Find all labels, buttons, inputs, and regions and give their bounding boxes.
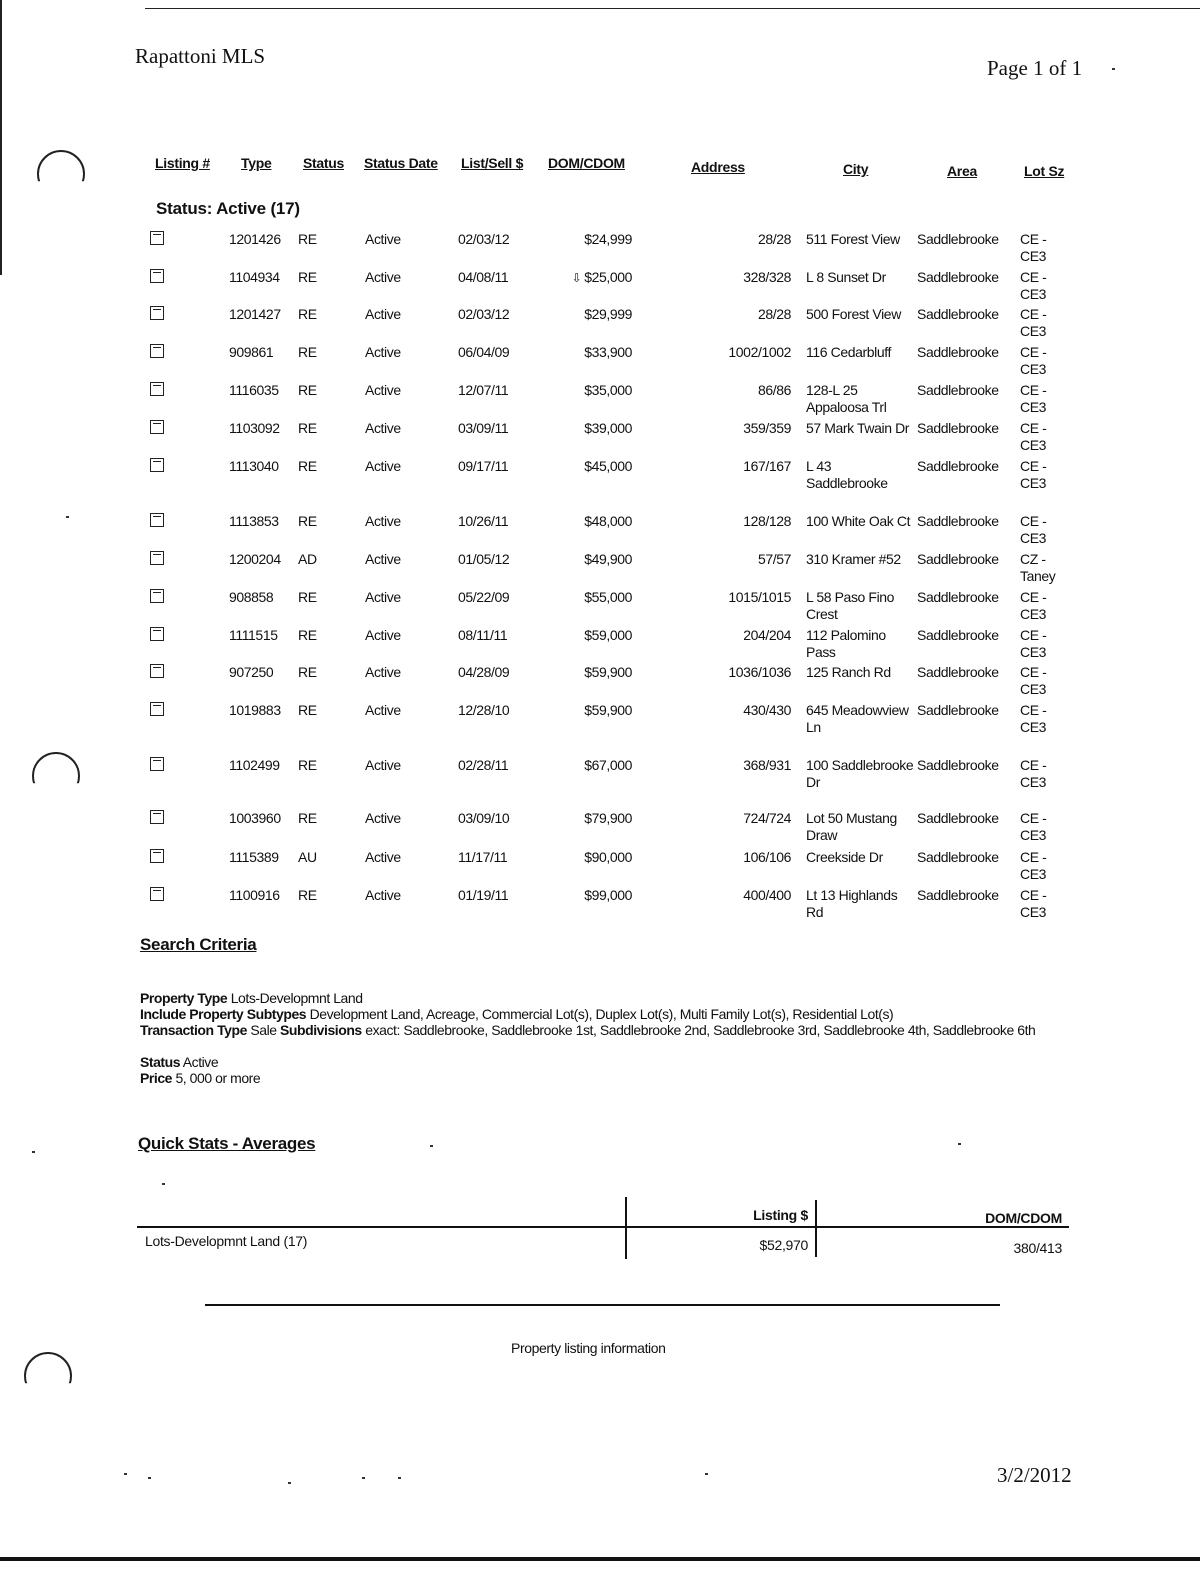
scan-speck bbox=[66, 516, 69, 518]
listing-number[interactable]: 908858 bbox=[229, 589, 274, 605]
stats-col-listing: Listing $ bbox=[753, 1207, 808, 1223]
listing-status: Active bbox=[365, 231, 401, 247]
area: Saddlebrooke bbox=[917, 810, 999, 826]
listing-status: Active bbox=[365, 269, 401, 285]
status-date: 06/04/09 bbox=[458, 344, 510, 360]
row-select-checkbox[interactable] bbox=[150, 231, 164, 245]
status-date: 10/26/11 bbox=[458, 513, 509, 529]
transaction-value: Sale bbox=[250, 1022, 277, 1038]
address: 100 Saddlebrooke Dr bbox=[806, 757, 914, 790]
listing-status: Active bbox=[365, 344, 401, 360]
listing-type: RE bbox=[298, 513, 317, 529]
dom-cdom: 57/57 bbox=[757, 551, 791, 567]
dom-cdom: 28/28 bbox=[757, 306, 791, 322]
area: Saddlebrooke bbox=[917, 458, 999, 474]
scan-edge-top bbox=[145, 8, 1200, 9]
scan-speck bbox=[1112, 68, 1115, 70]
dom-cdom: 128/128 bbox=[743, 513, 791, 529]
row-select-checkbox[interactable] bbox=[150, 306, 164, 320]
address: Lot 50 Mustang Draw bbox=[806, 810, 897, 843]
address: Creekside Dr bbox=[806, 849, 883, 865]
address: 112 Palomino Pass bbox=[806, 627, 886, 660]
address: 645 Meadowview Ln bbox=[806, 702, 909, 735]
listing-type: RE bbox=[298, 306, 317, 322]
row-select-checkbox[interactable] bbox=[150, 887, 164, 901]
dom-cdom: 400/400 bbox=[743, 887, 791, 903]
scan-speck bbox=[362, 1477, 365, 1479]
area: Saddlebrooke bbox=[917, 231, 999, 247]
row-select-checkbox[interactable] bbox=[150, 589, 164, 603]
list-price: $90,000 bbox=[584, 849, 632, 865]
transaction-label: Transaction Type bbox=[140, 1022, 247, 1038]
stats-col-dom: DOM/CDOM bbox=[985, 1210, 1062, 1226]
status-line bbox=[140, 1054, 1055, 1070]
scan-speck bbox=[958, 1143, 961, 1145]
lot-size: CE - CE3 bbox=[1020, 757, 1047, 790]
scan-speck bbox=[148, 1477, 151, 1479]
dom-cdom: 86/86 bbox=[757, 382, 791, 398]
status-date: 11/17/11 bbox=[458, 849, 508, 865]
col-header-dom[interactable]: DOM/CDOM bbox=[548, 155, 625, 171]
list-price: $55,000 bbox=[584, 589, 632, 605]
property-type-line bbox=[140, 990, 1055, 1006]
spacer bbox=[140, 1038, 1055, 1054]
status-date: 02/28/11 bbox=[458, 757, 509, 773]
list-price: $29,999 bbox=[584, 306, 632, 322]
search-criteria-title: Search Criteria bbox=[140, 935, 257, 954]
row-select-checkbox[interactable] bbox=[150, 382, 164, 396]
row-select-checkbox[interactable] bbox=[150, 627, 164, 641]
footer-date: 3/2/2012 bbox=[997, 1463, 1072, 1487]
listing-type: RE bbox=[298, 420, 317, 436]
listing-status: Active bbox=[365, 810, 401, 826]
scan-speck bbox=[32, 1151, 35, 1153]
col-header-city[interactable]: City bbox=[843, 161, 869, 177]
listing-number[interactable]: 1111515 bbox=[229, 627, 278, 643]
quick-stats-title: Quick Stats - Averages bbox=[138, 1134, 316, 1153]
dom-cdom: 328/328 bbox=[743, 269, 791, 285]
stats-row-listing: $52,970 bbox=[759, 1237, 808, 1253]
listing-type: RE bbox=[298, 627, 317, 643]
listing-type: RE bbox=[298, 382, 317, 398]
col-header-status-date[interactable]: Status Date bbox=[364, 155, 438, 171]
listing-type: RE bbox=[298, 231, 317, 247]
address: L 8 Sunset Dr bbox=[806, 269, 886, 285]
address: 128-L 25 Appaloosa Trl bbox=[806, 382, 887, 415]
area: Saddlebrooke bbox=[917, 887, 999, 903]
address: 116 Cedarbluff bbox=[806, 344, 891, 360]
listing-number[interactable]: 1104934 bbox=[229, 269, 280, 285]
listing-type: RE bbox=[298, 702, 317, 718]
row-select-checkbox[interactable] bbox=[150, 849, 164, 863]
lot-size: CE - CE3 bbox=[1020, 702, 1047, 735]
row-select-checkbox[interactable] bbox=[150, 344, 164, 358]
listing-number[interactable]: 1103092 bbox=[229, 420, 280, 436]
listing-status: Active bbox=[365, 849, 401, 865]
list-price: $79,900 bbox=[584, 810, 632, 826]
price-down-arrow-icon: ⇩ bbox=[571, 271, 585, 285]
subdivisions-label: Subdivisions bbox=[280, 1022, 362, 1038]
punch-hole-top bbox=[37, 150, 85, 198]
scan-speck bbox=[124, 1473, 127, 1475]
listing-status: Active bbox=[365, 420, 401, 436]
status-date: 12/07/11 bbox=[458, 382, 509, 398]
area: Saddlebrooke bbox=[917, 664, 999, 680]
listing-number[interactable]: 909861 bbox=[229, 344, 274, 360]
row-select-checkbox[interactable] bbox=[150, 420, 164, 434]
lot-size: CE - CE3 bbox=[1020, 513, 1047, 546]
listing-status: Active bbox=[365, 458, 401, 474]
status-date: 03/09/10 bbox=[458, 810, 510, 826]
listing-number[interactable]: 1200204 bbox=[229, 551, 281, 567]
lot-size: CE - CE3 bbox=[1020, 344, 1047, 377]
lot-size: CE - CE3 bbox=[1020, 627, 1047, 660]
lot-size: CZ - Taney bbox=[1020, 551, 1056, 584]
status-group-label: Status: Active (17) bbox=[156, 199, 300, 218]
lot-size: CE - CE3 bbox=[1020, 810, 1047, 843]
listing-status: Active bbox=[365, 306, 401, 322]
status-date: 01/19/11 bbox=[458, 887, 509, 903]
listing-type: AD bbox=[298, 551, 317, 567]
lot-size: CE - CE3 bbox=[1020, 269, 1047, 302]
lot-size: CE - CE3 bbox=[1020, 382, 1047, 415]
area: Saddlebrooke bbox=[917, 702, 999, 718]
area: Saddlebrooke bbox=[917, 344, 999, 360]
row-select-checkbox[interactable] bbox=[150, 810, 164, 824]
list-price: $48,000 bbox=[584, 513, 632, 529]
lot-size: CE - CE3 bbox=[1020, 306, 1047, 339]
scan-edge-left bbox=[0, 0, 2, 275]
scan-speck bbox=[162, 1183, 165, 1185]
listing-status: Active bbox=[365, 664, 401, 680]
area: Saddlebrooke bbox=[917, 627, 999, 643]
area: Saddlebrooke bbox=[917, 849, 999, 865]
area: Saddlebrooke bbox=[917, 513, 999, 529]
footer-rule bbox=[205, 1304, 1000, 1306]
status-date: 09/17/11 bbox=[458, 458, 509, 474]
list-price: $49,900 bbox=[584, 551, 632, 567]
row-select-checkbox[interactable] bbox=[150, 269, 164, 283]
listing-number[interactable]: 1113040 bbox=[229, 458, 279, 474]
listing-number[interactable]: 1019883 bbox=[229, 702, 281, 718]
document-title: Rapattoni MLS bbox=[135, 44, 266, 68]
status-date: 05/22/09 bbox=[458, 589, 510, 605]
list-price: $67,000 bbox=[584, 757, 632, 773]
address: 57 Mark Twain Dr bbox=[806, 420, 910, 436]
listing-type: RE bbox=[298, 887, 317, 903]
area: Saddlebrooke bbox=[917, 306, 999, 322]
row-select-checkbox[interactable] bbox=[150, 702, 164, 716]
list-price: $24,999 bbox=[584, 231, 632, 247]
stats-row-dom: 380/413 bbox=[1013, 1240, 1062, 1256]
listing-type: RE bbox=[298, 269, 317, 285]
property-type-label: Property Type bbox=[140, 990, 228, 1006]
dom-cdom: 430/430 bbox=[743, 702, 791, 718]
status-date: 12/28/10 bbox=[458, 702, 510, 718]
area: Saddlebrooke bbox=[917, 589, 999, 605]
address: 125 Ranch Rd bbox=[806, 664, 891, 680]
status-date: 02/03/12 bbox=[458, 231, 510, 247]
status-value: Active bbox=[182, 1054, 219, 1070]
row-select-checkbox[interactable] bbox=[150, 757, 164, 771]
subdivisions-value: exact: Saddlebrooke, Saddlebrooke 1st, Saddlebrooke 2nd, Saddlebrooke 3rd, Saddlebrooke 4th, Saddlebrooke 6th bbox=[365, 1022, 1036, 1038]
address: 310 Kramer #52 bbox=[806, 551, 901, 567]
list-price: $99,000 bbox=[584, 887, 632, 903]
lot-size: CE - CE3 bbox=[1020, 589, 1047, 622]
status-date: 03/09/11 bbox=[458, 420, 509, 436]
punch-hole-middle bbox=[32, 752, 80, 800]
address: 100 White Oak Ct bbox=[806, 513, 911, 529]
stats-table-divider bbox=[625, 1197, 627, 1259]
list-price bbox=[540, 269, 632, 287]
scan-edge-bottom bbox=[0, 1557, 1200, 1561]
scan-speck bbox=[288, 1482, 291, 1484]
listing-number[interactable]: 1115389 bbox=[229, 849, 279, 865]
listing-type: AU bbox=[298, 849, 317, 865]
footer-text: Property listing information bbox=[511, 1340, 666, 1356]
list-price: $59,900 bbox=[584, 664, 632, 680]
listing-status: Active bbox=[365, 757, 401, 773]
scan-speck bbox=[398, 1477, 401, 1479]
col-header-price[interactable]: List/Sell $ bbox=[461, 155, 524, 171]
area: Saddlebrooke bbox=[917, 382, 999, 398]
stats-row-label: Lots-Developmnt Land (17) bbox=[145, 1233, 308, 1249]
listing-number[interactable]: 1100916 bbox=[229, 887, 280, 903]
list-price: $35,000 bbox=[584, 382, 632, 398]
punch-hole-bottom bbox=[24, 1352, 72, 1400]
listing-number[interactable]: 1201427 bbox=[229, 306, 281, 322]
lot-size: CE - CE3 bbox=[1020, 664, 1047, 697]
col-header-lot-size[interactable]: Lot Sz bbox=[1024, 163, 1065, 179]
row-select-checkbox[interactable] bbox=[150, 551, 164, 565]
area: Saddlebrooke bbox=[917, 551, 999, 567]
property-type-value: Lots-Developmnt Land bbox=[230, 990, 363, 1006]
listing-number[interactable]: 1003960 bbox=[229, 810, 281, 826]
listing-type: RE bbox=[298, 757, 317, 773]
subtypes-label: Include Property Subtypes bbox=[140, 1006, 307, 1022]
status-date: 04/28/09 bbox=[458, 664, 510, 680]
lot-size: CE - CE3 bbox=[1020, 458, 1047, 491]
dom-cdom: 359/359 bbox=[743, 420, 791, 436]
listing-status: Active bbox=[365, 627, 401, 643]
area: Saddlebrooke bbox=[917, 269, 999, 285]
listing-type: RE bbox=[298, 664, 317, 680]
dom-cdom: 204/204 bbox=[743, 627, 791, 643]
col-header-status[interactable]: Status bbox=[303, 155, 344, 171]
listing-status: Active bbox=[365, 551, 401, 567]
status-label: Status bbox=[140, 1054, 181, 1070]
listing-status: Active bbox=[365, 887, 401, 903]
lot-size: CE - CE3 bbox=[1020, 231, 1047, 264]
listing-number[interactable]: 907250 bbox=[229, 664, 274, 680]
listing-number[interactable]: 1116035 bbox=[229, 382, 279, 398]
col-header-listing[interactable]: Listing # bbox=[155, 155, 210, 171]
page-number: Page 1 of 1 bbox=[987, 56, 1083, 80]
listing-status: Active bbox=[365, 702, 401, 718]
scan-speck bbox=[705, 1473, 708, 1475]
price-label: Price bbox=[140, 1070, 172, 1086]
listing-type: RE bbox=[298, 458, 317, 474]
listing-number[interactable]: 1113853 bbox=[229, 513, 279, 529]
lot-size: CE - CE3 bbox=[1020, 420, 1047, 453]
stats-table-rule bbox=[137, 1226, 1069, 1228]
search-criteria-details bbox=[140, 990, 1055, 1086]
dom-cdom: 167/167 bbox=[743, 458, 791, 474]
dom-cdom: 1002/1002 bbox=[728, 344, 791, 360]
status-date: 08/11/11 bbox=[458, 627, 508, 643]
list-price: $59,000 bbox=[584, 627, 632, 643]
col-header-type[interactable]: Type bbox=[241, 155, 272, 171]
transaction-line bbox=[140, 1022, 1055, 1038]
lot-size: CE - CE3 bbox=[1020, 849, 1047, 882]
listing-type: RE bbox=[298, 344, 317, 360]
listing-type: RE bbox=[298, 810, 317, 826]
scan-speck bbox=[430, 1145, 433, 1147]
status-date: 01/05/12 bbox=[458, 551, 510, 567]
listing-number[interactable]: 1102499 bbox=[229, 757, 280, 773]
list-price: $45,000 bbox=[584, 458, 632, 474]
dom-cdom: 1036/1036 bbox=[728, 664, 791, 680]
subtypes-line bbox=[140, 1006, 1055, 1022]
address: L 43 Saddlebrooke bbox=[806, 458, 888, 491]
row-select-checkbox[interactable] bbox=[150, 513, 164, 527]
address: 511 Forest View bbox=[806, 231, 900, 247]
area: Saddlebrooke bbox=[917, 757, 999, 773]
subtypes-value: Development Land, Acreage, Commercial Lot(s), Duplex Lot(s), Multi Family Lot(s), Residential Lot(s) bbox=[309, 1006, 894, 1022]
status-date: 04/08/11 bbox=[458, 269, 509, 285]
dom-cdom: 28/28 bbox=[757, 231, 791, 247]
dom-cdom: 724/724 bbox=[743, 810, 791, 826]
lot-size: CE - CE3 bbox=[1020, 887, 1047, 920]
dom-cdom: 368/931 bbox=[743, 757, 791, 773]
list-price: $33,900 bbox=[584, 344, 632, 360]
dom-cdom: 106/106 bbox=[743, 849, 791, 865]
dom-cdom: 1015/1015 bbox=[728, 589, 791, 605]
status-date: 02/03/12 bbox=[458, 306, 510, 322]
list-price: $59,900 bbox=[584, 702, 632, 718]
listing-type: RE bbox=[298, 589, 317, 605]
address: Lt 13 Highlands Rd bbox=[806, 887, 898, 920]
row-select-checkbox[interactable] bbox=[150, 664, 164, 678]
list-price: $39,000 bbox=[584, 420, 632, 436]
listing-status: Active bbox=[365, 382, 401, 398]
price-value: 5, 000 or more bbox=[175, 1070, 261, 1086]
stats-table-divider bbox=[815, 1200, 817, 1257]
address: L 58 Paso Fino Crest bbox=[806, 589, 895, 622]
price-line bbox=[140, 1070, 1055, 1086]
listing-status: Active bbox=[365, 589, 401, 605]
listing-number[interactable]: 1201426 bbox=[229, 231, 281, 247]
address: 500 Forest View bbox=[806, 306, 901, 322]
row-select-checkbox[interactable] bbox=[150, 458, 164, 472]
col-header-area[interactable]: Area bbox=[947, 163, 977, 179]
list-price-value: $25,000 bbox=[584, 269, 632, 285]
col-header-address[interactable]: Address bbox=[691, 159, 745, 175]
listing-status: Active bbox=[365, 513, 401, 529]
area: Saddlebrooke bbox=[917, 420, 999, 436]
